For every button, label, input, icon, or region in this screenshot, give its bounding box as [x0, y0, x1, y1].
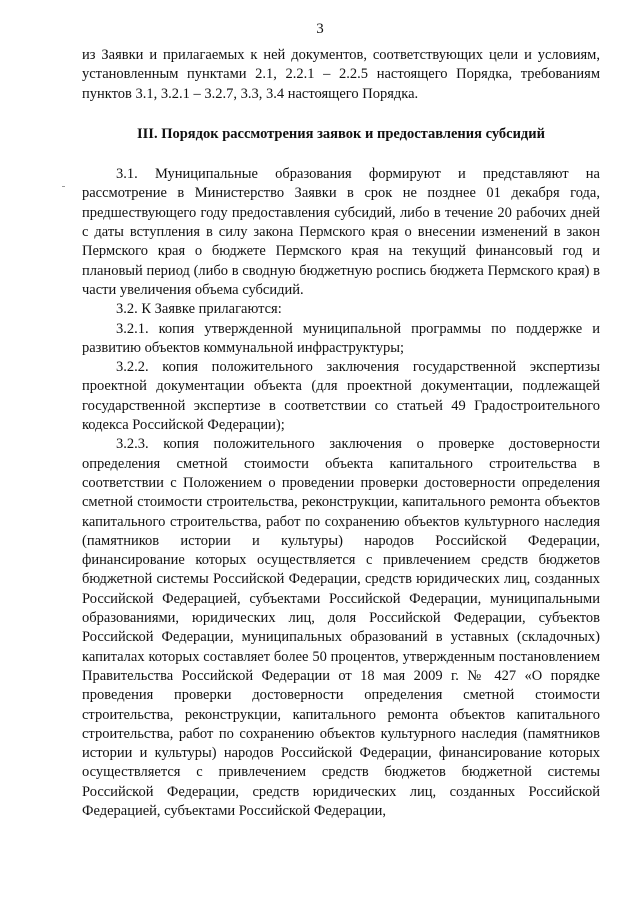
paragraph-3-1: 3.1. Муниципальные образования формируют и представляют на рассмотрение в Министерство Заявки в срок не позднее 01 декабря года, предшествующего году предоставления субсидий, либо в течение 20 рабочих дней с даты вступления в силу закона Пермского края о внесении изменений в закон Пермского края о бюджете Пермского края на текущий финансовый год и плановый период (либо в сводную бюджетную роспись бюджета Пермского края) в части увеличения объема субсидий.: [82, 166, 600, 298]
intro-paragraph: из Заявки и прилагаемых к ней документов, соответствующих цели и условиям, установленным пунктами 2.1, 2.2.1 – 2.2.5 настоящего Порядка, требованиям пунктов 3.1, 3.2.1 – 3.2.7, 3.3, 3.4 настоящего Порядка.: [82, 47, 600, 102]
paragraph-3-2-1: 3.2.1. копия утвержденной муниципальной программы по поддержке и развитию объектов коммунальной инфраструктуры;: [82, 320, 600, 356]
page-number: 3: [316, 21, 324, 37]
margin-mark: [62, 186, 65, 187]
paragraph-3-2-2: 3.2.2. копия положительного заключения государственной экспертизы проектной документации объекта (для проектной документации, подлежащей государственной экспертизе в соответствии со статьей 49 Градостроительного кодекса Российской Федерации);: [82, 359, 600, 434]
paragraph-3-2: 3.2. К Заявке прилагаются:: [116, 301, 282, 318]
paragraph-3-2-3: 3.2.3. копия положительного заключения о проверке достоверности определения сметной стоимости объекта капитального строительства в соответствии с Положением о проведении проверки достоверности определения сметной стоимости строительства, реконструкции, капитального ремонта объектов капитального строительства, работ по сохранению объектов культурного наследия (памятников истории и культуры) народов Российской Федерации, финансирование которых осуществляется с привлечением средств бюджетов бюджетной системы Российской Федерации, средств юридических лиц, созданных Российской Федерацией, субъектами Российской Федерации, муниципальными образованиями, юридических лиц, доля Российской Федерации, субъектов Российской Федерации, муниципальных образований в уставных (складочных) капиталах которых составляет более 50 процентов, утвержденным постановлением Правительства Российской Федерации от 18 мая 2009 г. № 427 «О порядке проведения проверки достоверности определения сметной стоимости строительства, реконструкции, капитального ремонта объектов капитального строительства, работ по сохранению объектов культурного наследия (памятников истории и культуры) народов Российской Федерации, финансирование которых осуществляется с привлечением средств бюджетов бюджетной системы Российской Федерации, средств юридических лиц, созданных Российской Федерацией, субъектами Российской Федерации,: [82, 436, 600, 819]
document-body: [82, 46, 600, 821]
section-heading: III. Порядок рассмотрения заявок и предоставления субсидий: [137, 125, 545, 142]
